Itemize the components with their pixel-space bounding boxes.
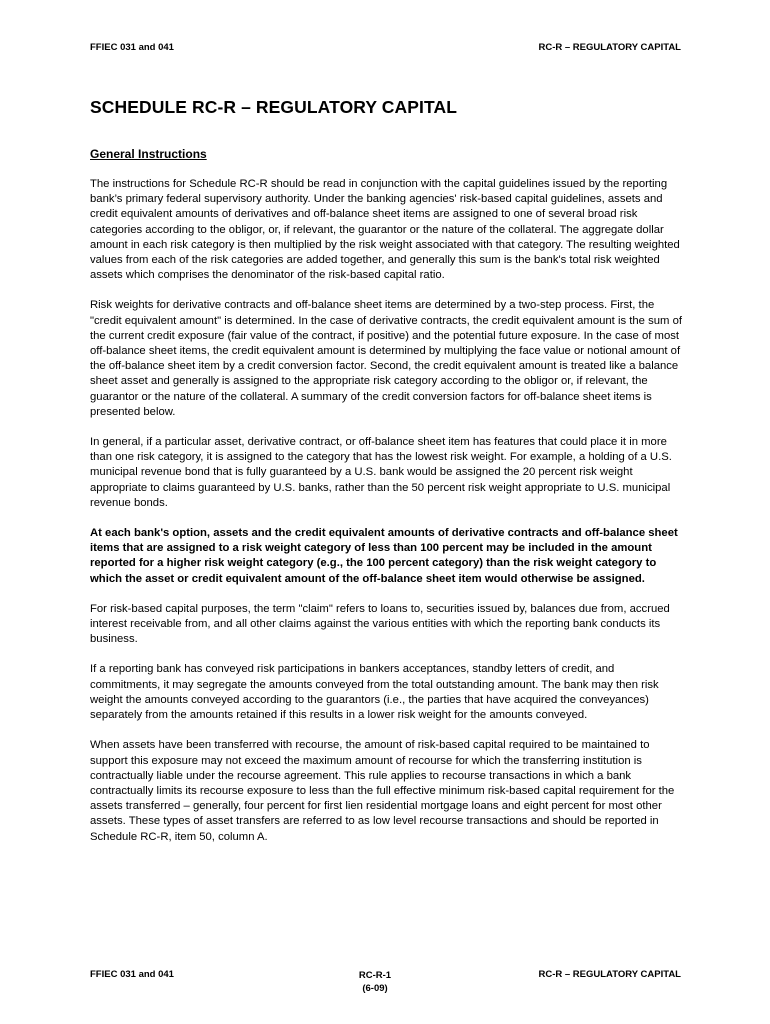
paragraph: For risk-based capital purposes, the term "claim" refers to loans to, securities issued by, balances due from, accrued interest receivable from, and all other claims against the various entities with which the reporting bank conducts its business. — [90, 602, 670, 646]
header-schedule-name: RC-R – REGULATORY CAPITAL — [538, 42, 681, 53]
paragraph-bold: At each bank's option, assets and the credit equivalent amounts of derivative contracts and off-balance sheet items that are assigned to a risk weight category of less than 100 percent may be included in the amount reported for a higher risk weight category (e.g., the 100 percent category) than the risk weight category to which the asset or credit equivalent amount of the off-balance sheet item would otherwise be assigned. — [90, 527, 678, 585]
footer-form-id: FFIEC 031 and 041 — [90, 969, 174, 980]
footer-page-number: RC-R-1 — [358, 970, 392, 981]
body-text — [90, 177, 684, 860]
footer-schedule-name: RC-R – REGULATORY CAPITAL — [538, 969, 681, 980]
paragraph: In general, if a particular asset, derivative contract, or off-balance sheet item has features that could place it in more than one risk category, it is assigned to the category that has the lowest risk weight. For example, a holding of a U.S. municipal revenue bond that is fully guaranteed by a U.S. bank would be assigned the 20 percent risk weight appropriate to claims guaranteed by U.S. banks, rather than the 50 percent risk weight appropriate to U.S. municipal revenue bonds. — [90, 436, 672, 509]
paragraph: If a reporting bank has conveyed risk participations in bankers acceptances, standby letters of credit, and commitments, it may segregate the amounts conveyed from the total outstanding amount. The bank may then risk weight the amounts conveyed according to the guarantors (i.e., the parties that have acquired the conveyances) separately from the amounts retained if this results in a lower risk weight for the amounts conveyed. — [90, 663, 659, 722]
paragraph: The instructions for Schedule RC-R should be read in conjunction with the capital guidelines issued by the reporting bank’s primary federal supervisory authority. Under the banking agencies' risk-based capital guidelines, assets and credit equivalent amounts of derivatives and off-balance sheet items are assigned to one of several broad risk categories according to the obligor, or, if relevant, the guarantor or the nature of the collateral. The aggregate dollar amount in each risk category is then multiplied by the risk weight associated with that category. The resulting weighted values from each of the risk categories are added together, and generally this sum is the bank's total risk weighted assets which comprises the denominator of the risk-based capital ratio. — [90, 178, 680, 282]
footer-page-info — [355, 969, 395, 995]
header-form-id: FFIEC 031 and 041 — [90, 42, 174, 53]
page-title: SCHEDULE RC-R – REGULATORY CAPITAL — [90, 97, 458, 117]
paragraph: Risk weights for derivative contracts and off-balance sheet items are determined by a two-step process. First, the "credit equivalent amount" is determined. In the case of derivative contracts, the credit equivalent amount is the sum of the current credit exposure (fair value of the contract, if positive) and the potential future exposure. In the case of most off-balance sheet items, the credit equivalent amount is determined by multiplying the face value or notional amount of the off-balance sheet item by a credit conversion factor. Second, the credit equivalent amount is treated like a balance sheet asset and generally is assigned to the appropriate risk category according to the obligor or, if relevant, the guarantor or the nature of the collateral. A summary of the credit conversion factors for off-balance sheet items is presented below. — [90, 299, 683, 418]
paragraph: When assets have been transferred with recourse, the amount of risk-based capital required to be maintained to support this exposure may not exceed the maximum amount of recourse for which the transferring institution is contractually liable under the recourse agreement. This rule applies to recourse transactions in which a bank contractually limits its recourse exposure to less than the full effective minimum risk-based capital requirement for the assets transferred – generally, four percent for first lien residential mortgage loans and eight percent for most other assets. These types of asset transfers are referred to as low level recourse transactions and should be reported in Schedule RC-R, item 50, column A. — [90, 739, 675, 843]
footer-revision-date: (6-09) — [362, 983, 388, 994]
section-heading: General Instructions — [90, 147, 207, 161]
